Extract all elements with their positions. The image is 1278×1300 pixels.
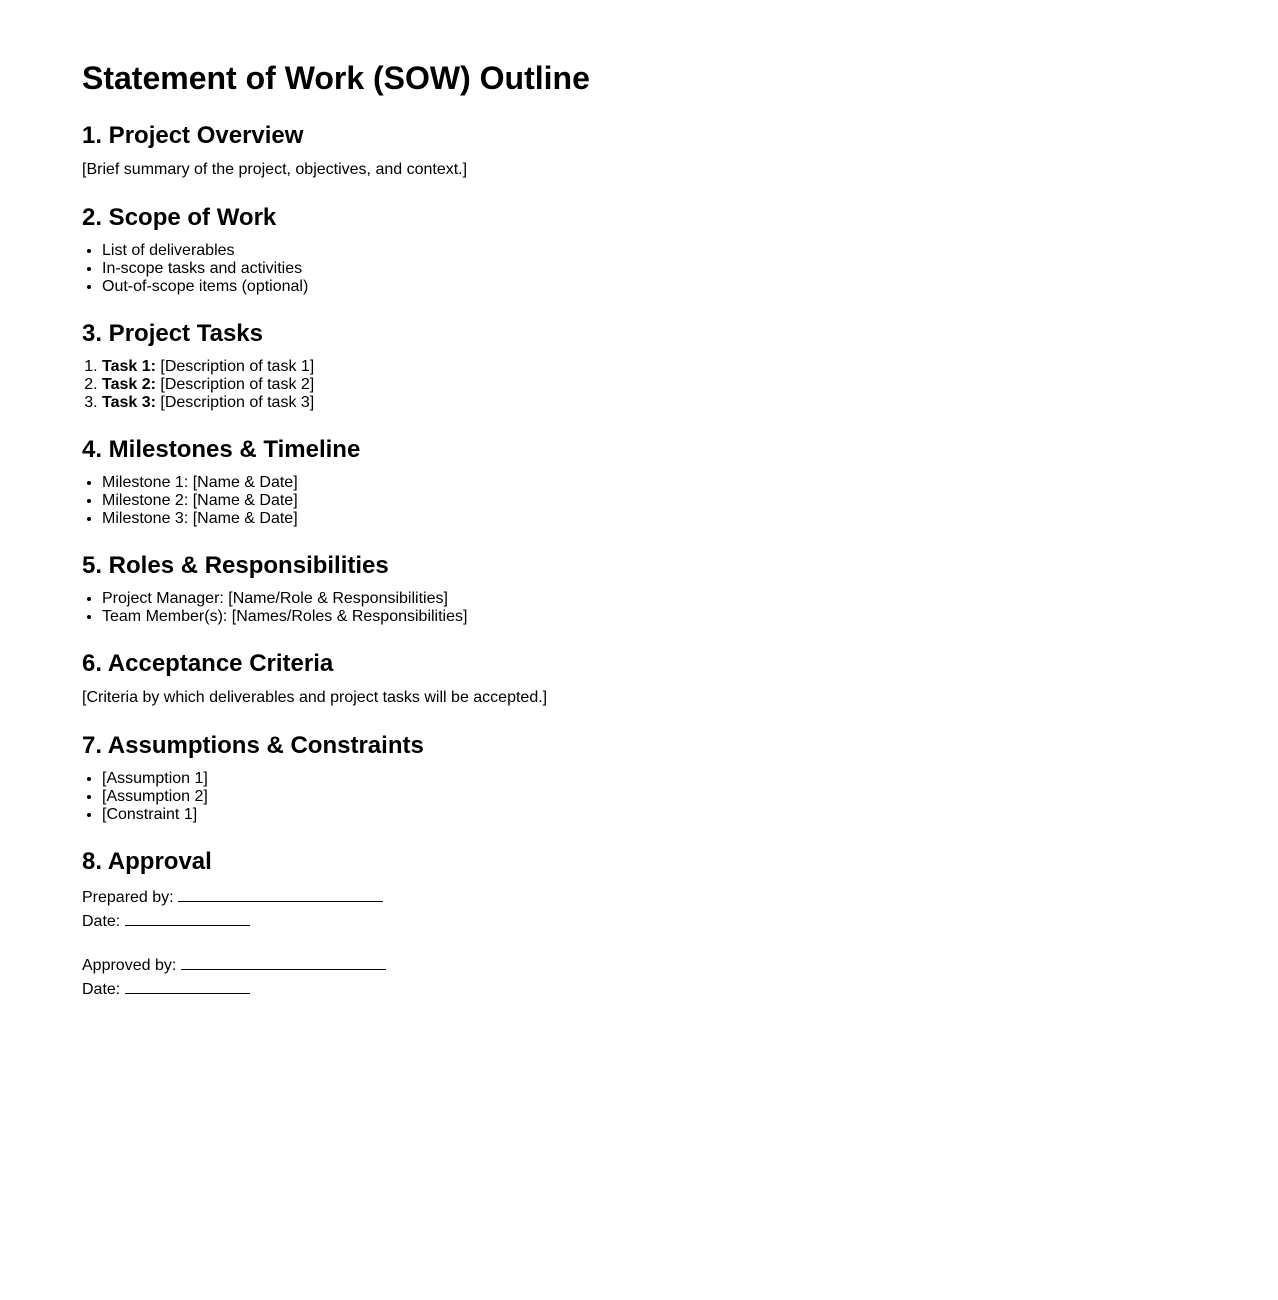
- list-item: • [Constraint 1]: [102, 806, 1278, 824]
- section-heading: 6. Acceptance Criteria: [82, 650, 334, 677]
- list-item: [102, 358, 1278, 376]
- task-label: Task 2:: [102, 376, 156, 393]
- page-title: Statement of Work (SOW) Outline: [82, 60, 590, 96]
- task-desc: [Description of task 2]: [155, 376, 315, 393]
- assumptions-list: [82, 770, 1278, 824]
- section-heading: 7. Assumptions & Constraints: [82, 732, 424, 759]
- list-item: • In-scope tasks and activities: [102, 260, 1278, 278]
- overview-text: [Brief summary of the project, objectives, and context.]: [82, 161, 468, 178]
- section-heading: 1. Project Overview: [82, 122, 304, 149]
- prepared-by-blank: [178, 887, 383, 902]
- list-item: • Out-of-scope items (optional): [102, 278, 1278, 296]
- section-tasks: [82, 320, 1278, 412]
- list-item: • List of deliverables: [102, 242, 1278, 260]
- approved-by-label: Approved by:: [82, 957, 177, 974]
- list-item: [102, 394, 1278, 412]
- section-heading: 4. Milestones & Timeline: [82, 436, 361, 463]
- approved-by-line: [82, 954, 1278, 978]
- approved-by-blank: [181, 955, 386, 970]
- list-item: • Milestone 2: [Name & Date]: [102, 492, 1278, 510]
- section-scope: [82, 204, 1278, 296]
- date-label: Date:: [82, 913, 121, 930]
- list-item: • Project Manager: [Name/Role & Responsibilities]: [102, 590, 1278, 608]
- list-item: • Milestone 3: [Name & Date]: [102, 510, 1278, 528]
- section-heading: 5. Roles & Responsibilities: [82, 552, 389, 579]
- roles-list: [82, 590, 1278, 626]
- date-line-1: [82, 910, 1278, 934]
- scope-list: [82, 242, 1278, 296]
- date-label: Date:: [82, 981, 121, 998]
- prepared-by-label: Prepared by:: [82, 889, 174, 906]
- section-milestones: [82, 436, 1278, 528]
- section-heading: 8. Approval: [82, 848, 212, 875]
- section-roles: [82, 552, 1278, 626]
- list-item: • [Assumption 2]: [102, 788, 1278, 806]
- date-blank: [125, 979, 250, 994]
- section-heading: 3. Project Tasks: [82, 320, 263, 347]
- milestones-list: [82, 474, 1278, 528]
- acceptance-text: [Criteria by which deliverables and project tasks will be accepted.]: [82, 689, 548, 706]
- tasks-list: [82, 358, 1278, 412]
- section-approval: [82, 848, 1278, 1002]
- task-desc: [Description of task 3]: [155, 394, 315, 411]
- date-line-2: [82, 978, 1278, 1002]
- task-desc: [Description of task 1]: [155, 358, 315, 375]
- prepared-by-line: [82, 886, 1278, 910]
- date-blank: [125, 911, 250, 926]
- section-overview: [82, 122, 1278, 180]
- section-assumptions: [82, 732, 1278, 824]
- section-heading: 2. Scope of Work: [82, 204, 277, 231]
- list-item: • Team Member(s): [Names/Roles & Responsibilities]: [102, 608, 1278, 626]
- section-acceptance: [82, 650, 1278, 708]
- list-item: • Milestone 1: [Name & Date]: [102, 474, 1278, 492]
- list-item: [102, 376, 1278, 394]
- task-label: Task 3:: [102, 394, 156, 411]
- task-label: Task 1:: [102, 358, 156, 375]
- list-item: • [Assumption 1]: [102, 770, 1278, 788]
